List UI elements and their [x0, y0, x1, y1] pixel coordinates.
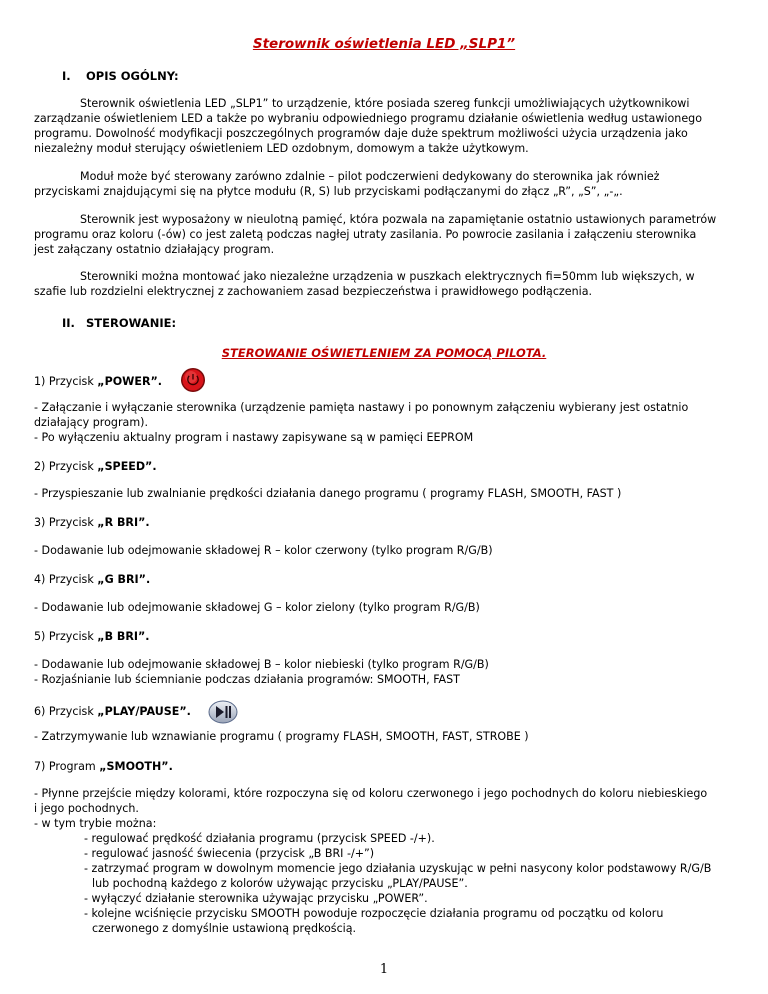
item-5-line-2: - Rozjaśnianie lub ściemnianie podczas działania programów: SMOOTH, FAST — [34, 673, 460, 686]
power-button-icon — [180, 367, 206, 393]
item-7-line-1: - Płynne przejście między kolorami, które rozpoczyna się od koloru czerwonego i jego pochodnych do koloru niebieskiego — [34, 787, 708, 800]
p2-line-1: Moduł może być sterowany zarówno zdalnie – pilot podczerwieni dedykowany do sterownika jak również — [80, 170, 660, 183]
item-3-prefix: 3) Przycisk — [34, 516, 98, 529]
p1-line-1: Sterownik oświetlenia LED „SLP1” to urządzenie, które posiada szereg funkcji umożliwiających użytkownikowi — [80, 97, 690, 110]
item-speed-desc: - Przyspieszanie lub zwalnianie prędkości działania danego programu ( programy FLASH, SMOOTH, FAST ) — [34, 487, 622, 500]
item-6-name: „PLAY/PAUSE”. — [97, 705, 191, 718]
p3-line-1: Sterownik jest wyposażony w nieulotną pamięć, która pozwala na zapamiętanie ostatnio ustawionych parametrów — [80, 213, 717, 226]
item-smooth-options-cont — [84, 891, 744, 921]
item-1-prefix: 1) Przycisk — [34, 375, 98, 388]
p3-line-3: jest załączany ostatnio działający program. — [34, 243, 275, 256]
item-5-prefix: 5) Przycisk — [34, 630, 98, 643]
page-number: 1 — [379, 962, 389, 977]
item-5-line-1: - Dodawanie lub odejmowanie składowej B – kolor niebieski (tylko program R/G/B) — [34, 658, 489, 671]
item-play-pause-desc: - Zatrzymywanie lub wznawianie programu ( programy FLASH, SMOOTH, FAST, STROBE ) — [34, 730, 529, 743]
p3-line-2: programu oraz koloru (-ów) co jest zaletą podczas nagłej utraty zasilania. Po powrocie zasilania i załączeniu sterownika — [34, 228, 697, 241]
section-2-number: II. — [62, 316, 75, 330]
section-2-heading — [62, 316, 176, 330]
paragraph-3 — [34, 212, 734, 257]
item-4-prefix: 4) Przycisk — [34, 573, 98, 586]
p1-line-4: niezależny moduł sterujący oświetleniem LED ozdobnym, domowym a także użytkowym. — [34, 142, 529, 155]
item-b-bri-heading — [34, 629, 150, 644]
p4-line-1: Sterowniki można montować jako niezależne urządzenia w puszkach elektrycznych fi=50mm lub większych, w — [80, 270, 695, 283]
remote-control-subheading: STEROWANIE OŚWIETLENIEM ZA POMOCĄ PILOTA. — [221, 346, 547, 360]
section-1-title: OPIS OGÓLNY: — [86, 69, 179, 83]
item-1-line-2: działający program). — [34, 416, 148, 429]
p1-line-3: programu. Dowolność modyfikacji poszczególnych programów daje duże spektrum możliwości użycia urządzenia jako — [34, 127, 688, 140]
section-1-number: I. — [62, 69, 71, 83]
smooth-option-2: - regulować jasność świecenia (przycisk „B BRI -/+”) — [84, 847, 375, 860]
item-6-prefix: 6) Przycisk — [34, 705, 98, 718]
paragraph-4 — [34, 269, 734, 299]
item-speed-heading — [34, 459, 157, 474]
item-smooth-heading — [34, 759, 173, 774]
item-b-bri-desc — [34, 657, 744, 687]
smooth-option-3-line-1: - zatrzymać program w dowolnym momencie jego działania uzyskując w pełni nasycony kolor podstawowy R/G/B — [84, 862, 712, 875]
item-7-line-2: i jego pochodnych. — [34, 802, 139, 815]
smooth-option-3-line-2: lub pochodną każdego z kolorów używając przycisku „PLAY/PAUSE”. — [92, 877, 468, 890]
item-1-name: „POWER”. — [97, 375, 162, 388]
paragraph-2 — [34, 169, 734, 199]
item-power-desc — [34, 400, 744, 445]
item-4-name: „G BRI”. — [97, 573, 151, 586]
item-2-prefix: 2) Przycisk — [34, 460, 98, 473]
item-7-prefix: 7) Program — [34, 760, 100, 773]
item-7-line-3: - w tym trybie można: — [34, 817, 157, 830]
paragraph-1 — [34, 96, 734, 156]
p1-line-2: zarządzanie oświetleniem LED a także po wybraniu odpowiedniego programu działanie oświetlenia według ustawionego — [34, 112, 702, 125]
document-title: Sterownik oświetlenia LED „SLP1” — [252, 36, 516, 52]
item-smooth-desc — [34, 786, 744, 831]
item-5-name: „B BRI”. — [97, 630, 150, 643]
item-7-name: „SMOOTH”. — [99, 760, 173, 773]
item-r-bri-heading — [34, 515, 150, 530]
play-pause-button-icon — [208, 700, 238, 724]
p4-line-2: szafie lub rozdzielni elektrycznej z zachowaniem zasad bezpieczeństwa i prawidłowego podłączenia. — [34, 285, 593, 298]
item-r-bri-desc: - Dodawanie lub odejmowanie składowej R – kolor czerwony (tylko program R/G/B) — [34, 544, 493, 557]
item-3-name: „R BRI”. — [97, 516, 150, 529]
smooth-option-4: - wyłączyć działanie sterownika używając przycisku „POWER”. — [84, 892, 428, 905]
p2-line-2: przyciskami znajdującymi się na płytce modułu (R, S) lub przyciskami podłączanymi do złącz „R”, „S”, „-„. — [34, 185, 623, 198]
item-1-line-3: - Po wyłączeniu aktualny program i nastawy zapisywane są w pamięci EEPROM — [34, 431, 474, 444]
item-g-bri-heading — [34, 572, 150, 587]
item-g-bri-desc: - Dodawanie lub odejmowanie składowej G – kolor zielony (tylko program R/G/B) — [34, 601, 480, 614]
smooth-option-5-line-2: czerwonego z domyślnie ustawioną prędkością. — [92, 922, 357, 935]
item-1-line-1: - Załączanie i wyłączanie sterownika (urządzenie pamięta nastawy i po ponownym załączeniu wybierany jest ostatnio — [34, 401, 689, 414]
item-power-heading — [34, 374, 162, 389]
smooth-option-1: - regulować prędkość działania programu (przycisk SPEED -/+). — [84, 832, 435, 845]
smooth-option-5-line-1: - kolejne wciśnięcie przycisku SMOOTH powoduje rozpoczęcie działania programu od początku od koloru — [84, 907, 664, 920]
section-2-title: STEROWANIE: — [86, 316, 177, 330]
item-smooth-options — [84, 831, 744, 876]
item-play-pause-heading — [34, 704, 191, 719]
section-1-heading — [62, 69, 179, 83]
item-2-name: „SPEED”. — [97, 460, 157, 473]
